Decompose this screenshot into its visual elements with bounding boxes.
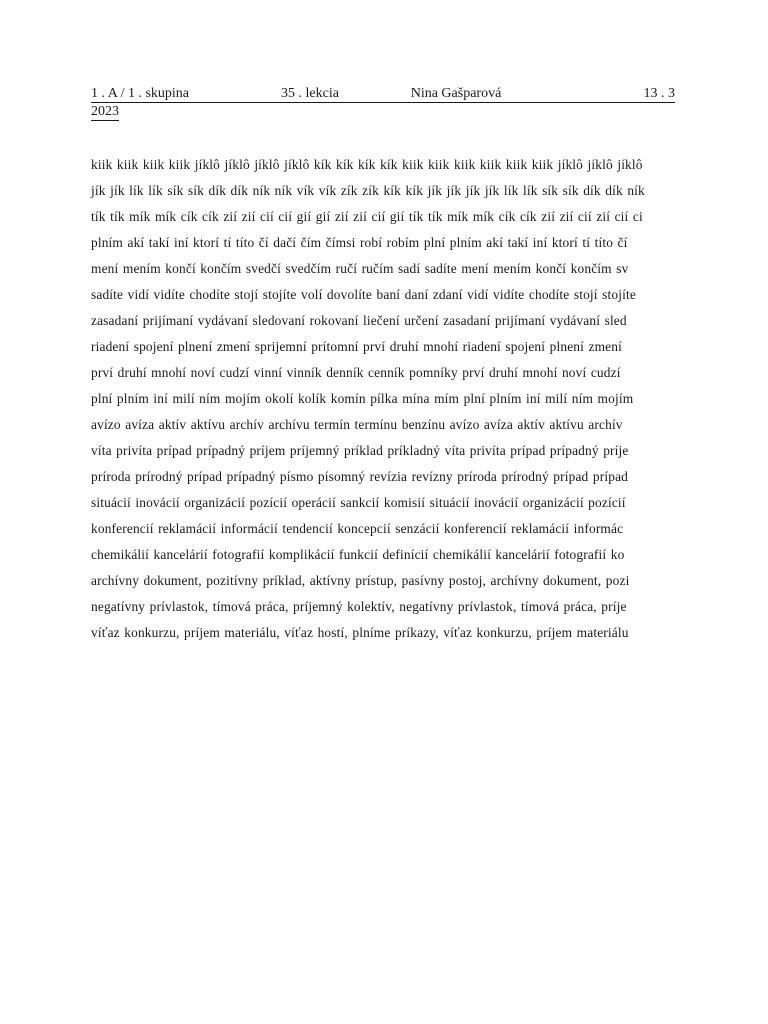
exercise-line: mení mením končí končím svedčí svedčím ručí ručím sadí sadíte mení mením končí končím sv: [91, 261, 629, 276]
document-header: [91, 86, 675, 121]
group-field: 1 . A / 1 . skupina: [91, 86, 237, 103]
exercise-line: chemikálií kancelárií fotografií komplikácií funkcií definícií chemikálií kancelárií fotografií ko: [91, 547, 625, 562]
exercise-line: riadení spojení plnení zmení sprijemní prítomní prví druhí mnohí riadení spojení plnení zmení: [91, 339, 622, 354]
exercise-line: tík tík mík mík cík cík zií zií cií cií gií gií zií zií cií gií tík tík mík mík cík cík zií zií cií zií cií ci: [91, 209, 643, 224]
date-field: 13 . 3: [529, 86, 675, 103]
exercise-line: víta privíta prípad prípadný príjem príjemný príklad príkladný víta privíta prípad prípadný príje: [91, 443, 629, 458]
exercise-line: zasadaní prijímaní vydávaní sledovaní rokovaní liečení určení zasadaní prijímaní vydávaní sled: [91, 313, 627, 328]
name-field: Nina Gašparová: [383, 86, 529, 103]
date-year: 2023: [91, 104, 119, 119]
exercise-body: [91, 156, 675, 650]
exercise-line: negatívny prívlastok, tímová práca, príjemný kolektív, negatívny prívlastok, tímová práca, príje: [91, 599, 627, 614]
exercise-line: plní plním iní milí ním mojím okolí kolík komín pílka mína mím plní plním iní milí ním mojím: [91, 391, 634, 406]
exercise-line: sadíte vidí vidíte chodíte stojí stojíte volí dovolíte baní daní zdaní vidí vidíte chodíte stojí stojíte: [91, 287, 636, 302]
exercise-line: kiik kiik kiik kiik jíklô jíklô jíklô jíklô kík kík kík kík kiik kiik kiik kiik kiik kiik jíklô jíklô jíklô: [91, 157, 643, 172]
exercise-line: jík jík lík lík sík sík dík dík ník ník vík vík zík zík kík kík jík jík jík jík lík lík sík sík dík dík ník: [91, 183, 645, 198]
exercise-line: archívny dokument, pozitívny príklad, aktívny prístup, pasívny postoj, archívny dokument, pozi: [91, 573, 630, 588]
exercise-line: prví druhí mnohí noví cudzí vinní vinník denník cenník pomníky prví druhí mnohí noví cudzí: [91, 365, 621, 380]
exercise-line: konferencií reklamácií informácií tendencií koncepcií senzácií konferencií reklamácií informác: [91, 521, 624, 536]
exercise-line: avízo avíza aktív aktívu archív archívu termín termínu benzínu avízo avíza aktív aktívu archív: [91, 417, 623, 432]
exercise-line: príroda prírodný prípad prípadný písmo písomný revízia revízny príroda prírodný prípad prípad: [91, 469, 629, 484]
exercise-line: víťaz konkurzu, príjem materiálu, víťaz hostí, plníme príkazy, víťaz konkurzu, príjem materiálu: [91, 625, 629, 640]
exercise-line: situácií inovácií organizácií pozícií operácií sankcií komisií situácií inovácií organizácií pozícií: [91, 495, 626, 510]
exercise-line: plním akí takí iní ktorí tí títo čí dačí čím čímsi robí robím plní plním akí takí iní ktorí tí títo čí: [91, 235, 628, 250]
lesson-field: 35 . lekcia: [237, 86, 383, 103]
header-row: [91, 86, 675, 103]
